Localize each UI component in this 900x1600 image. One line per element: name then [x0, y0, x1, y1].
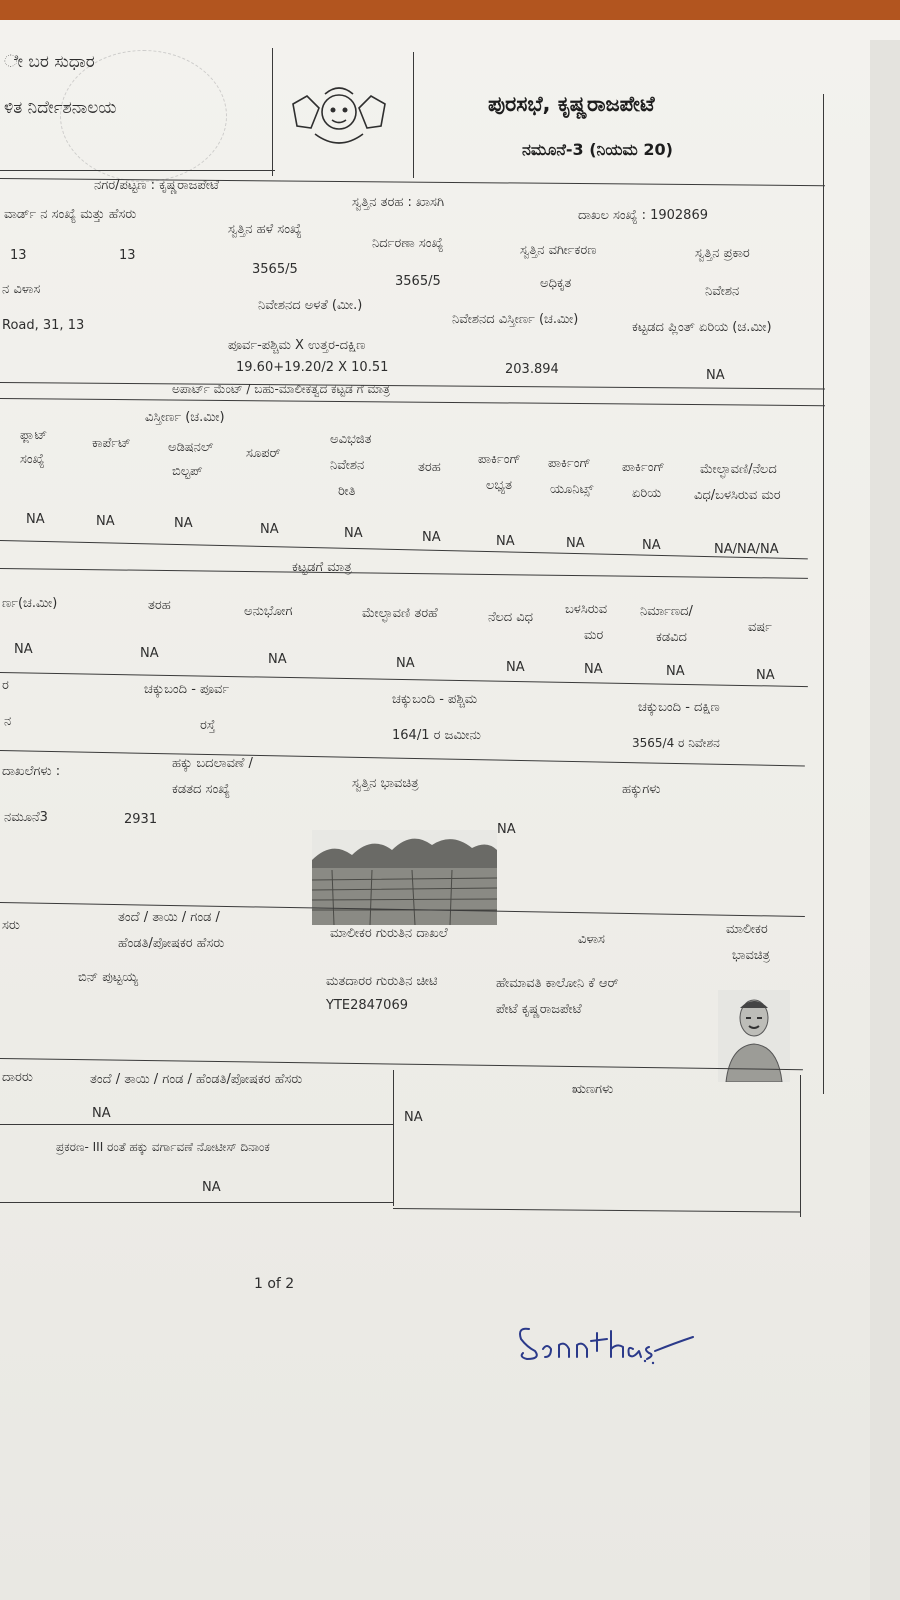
rights-value: NA [497, 822, 516, 837]
document-name: ನಮೂನೆ3 [4, 810, 48, 825]
rule [0, 1202, 393, 1203]
holder-relation-value: NA [92, 1106, 111, 1121]
plinth-area-header: ಕಟ್ಟಡದ ಪ್ಲಿಂತ್ ಏರಿಯ (ಚ.ಮೀ) [632, 320, 772, 335]
header-left-sub: ಳಿತ ನಿರ್ದೇಶನಾಲಯ [4, 98, 117, 118]
apartment-value: NA [26, 512, 45, 527]
owner-id-header: ಮಾಲೀಕರ ಗುರುತಿನ ದಾಖಲೆ [330, 926, 448, 941]
notice-date-value: NA [202, 1180, 221, 1195]
page-title: ಪುರಸಭೆ, ಕೃಷ್ಣರಾಜಪೇಟೆ [488, 92, 655, 116]
property-kind-header: ಸ್ವತ್ತಿನ ಪ್ರಕಾರ [695, 246, 750, 261]
building-value: NA [506, 660, 525, 675]
west-boundary-header: ಚಕ್ಕುಬಂದಿ - ಪಶ್ಚಿಮ [392, 692, 478, 707]
flat-header: ಫ್ಲಾಟ್ [20, 428, 48, 443]
building-type-header: ತರಹ [148, 598, 171, 613]
building-value: NA [666, 664, 685, 679]
rule [0, 170, 275, 171]
additional-header: ಅಡಿಷನಲ್ [168, 440, 214, 455]
dimension-value: 19.60+19.20/2 X 10.51 [236, 360, 389, 375]
transfer-file-header-2: ಕಡತದ ಸಂಖ್ಯೆ [172, 782, 230, 797]
apartment-value: NA [566, 536, 585, 551]
address-value: Road, 31, 13 [2, 318, 85, 333]
holder-relation-header: ತಂದೆ / ತಾಯಿ / ಗಂಡ / ಹೆಂಡತಿ/ಪೋಷಕರ ಹೆಸರು [90, 1072, 303, 1087]
loans-value: NA [404, 1110, 423, 1125]
transfer-file-header: ಹಕ್ಕು ಬದಲಾವಣೆ / [172, 756, 253, 771]
parking-area-header: ಪಾರ್ಕಿಂಗ್ [622, 460, 665, 475]
owner-address-line-1: ಹೇಮಾವತಿ ಕಾಲೋನಿ ಕೆ ಆರ್ [496, 976, 619, 991]
apartment-area-group-header: ವಿಸ್ತೀರ್ಣ (ಚ.ಮೀ) [145, 410, 225, 425]
building-area-header: ರ್ಣ(ಚ.ಮೀ) [2, 596, 58, 611]
apartment-value: NA/NA/NA [714, 542, 779, 557]
parking-units-header: ಪಾರ್ಕಿಂಗ್ [548, 456, 591, 471]
apartment-value: NA [344, 526, 363, 541]
apartment-value: NA [496, 534, 515, 549]
parking-area-header-2: ಏರಿಯ [632, 486, 662, 501]
property-kind-value: ನಿವೇಶನ [705, 284, 740, 299]
dimension-header: ನಿವೇಶನದ ಅಳತೆ (ಮೀ.) [258, 298, 363, 313]
page-edge [870, 40, 900, 1600]
undivided-header-3: ರೀತಿ [338, 484, 356, 499]
builtup-header: ಬಿಲ್ಟಪ್ [172, 464, 203, 479]
rule [393, 1070, 394, 1206]
wood-header-2: ಮರ [584, 628, 604, 643]
owner-id-type: ಮತದಾರರ ಗುರುತಿನ ಚೀಟಿ [326, 974, 438, 989]
owner-address-line-2: ಪೇಟೆ ಕೃಷ್ಣರಾಜಪೇಟೆ [496, 1002, 582, 1017]
old-number-header: ಸ್ವತ್ತಿನ ಹಳೆ ಸಂಖ್ಯೆ [228, 222, 302, 237]
apartment-value: NA [96, 514, 115, 529]
apartment-value: NA [422, 530, 441, 545]
classification-header: ಸ್ವತ್ತಿನ ವರ್ಗೀಕರಣ [520, 243, 597, 258]
holder-header: ದಾರರು [2, 1070, 33, 1085]
state-emblem-icon [285, 82, 393, 154]
north-boundary-value: ನ [4, 714, 12, 729]
property-type-field: ಸ್ವತ್ತಿನ ತರಹ : ಖಾಸಗಿ [352, 195, 445, 210]
west-boundary-value: 164/1 ರ ಜಮೀನು [392, 728, 481, 743]
parking-availability-header: ಪಾರ್ಕಿಂಗ್ [478, 452, 521, 467]
east-boundary-header: ಚಕ್ಕುಬಂದಿ - ಪೂರ್ವ [144, 682, 230, 697]
owner-photo-header: ಮಾಲೀಕರ [726, 922, 768, 937]
parking-units-header-2: ಯೂನಿಟ್ಸ್ [550, 482, 594, 497]
apartment-value: NA [174, 516, 193, 531]
undivided-header: ಅವಿಭಜಿತ [330, 432, 372, 447]
east-boundary-value: ರಸ್ತೆ [200, 718, 216, 733]
year-header: ವರ್ಷ [748, 620, 772, 635]
rule [413, 52, 414, 178]
plinth-area-value: NA [706, 368, 725, 383]
roof-floor-header: ಮೇಲ್ಛಾವಣಿ/ನೆಲದ [700, 462, 777, 477]
signature [515, 1315, 705, 1375]
form-number: ನಮೂನೆ-3 (ನಿಯಮ 20) [522, 140, 673, 159]
ward-number-value: 13 [10, 248, 27, 263]
classification-value: ಅಧಿಕೃತ [540, 276, 572, 291]
rule [272, 48, 273, 176]
roof-type-header: ಮೇಲ್ಛಾವಣಿ ತರಹೆ [362, 606, 438, 621]
rule [0, 1124, 393, 1125]
apartment-value: NA [642, 538, 661, 553]
loans-header: ಋಣಗಳು [572, 1082, 614, 1097]
building-section-title: ಕಟ್ಟಡಗೆ ಮಾತ್ರ [292, 560, 352, 575]
parking-availability-header-2: ಲಭ್ಯತ [486, 478, 512, 493]
owner-address-header: ವಿಳಾಸ [578, 932, 605, 947]
construction-header-2: ಕಡವಿದ [656, 630, 687, 645]
address-header: ನ ವಿಳಾಸ [2, 282, 41, 297]
assessment-number-value: 3565/5 [395, 274, 441, 289]
roof-floor-header-2: ವಿಧ/ಬಳಸಿರುವ ಮರ [694, 488, 781, 503]
page-number: 1 of 2 [254, 1276, 295, 1292]
south-boundary-header: ಚಕ್ಕುಬಂದಿ - ದಕ್ಷಿಣ [638, 700, 720, 715]
owner-name-header: ಸರು [2, 918, 20, 933]
building-value: NA [14, 642, 33, 657]
owner-photo-header-2: ಭಾವಚಿತ್ರ [732, 948, 770, 963]
owner-father-name: ಬಿನ್ ಪುಟ್ಟಯ್ಯ [78, 970, 139, 985]
building-value: NA [140, 646, 159, 661]
floor-type-header: ನೆಲದ ವಿಧ [488, 610, 534, 625]
building-value: NA [584, 662, 603, 677]
property-photo-header: ಸ್ವತ್ತಿನ ಭಾವಚಿತ್ರ [352, 776, 419, 791]
entry-number-field: ದಾಖಲ ಸಂಖ್ಯೆ : 1902869 [578, 208, 708, 223]
wood-header: ಬಳಸಿರುವ [565, 602, 608, 617]
assessment-number-header: ನಿರ್ದರಣಾ ಸಂಖ್ಯೆ [372, 236, 444, 251]
header-left-top: ೇ ಬರ ಸುಧಾರ [4, 52, 95, 72]
flat-header-2: ಸಂಖ್ಯೆ [20, 452, 45, 467]
site-area-header: ನಿವೇಶನದ ವಿಸ್ತೀರ್ಣ (ಚ.ಮೀ) [452, 312, 579, 327]
building-value: NA [756, 668, 775, 683]
building-value: NA [396, 656, 415, 671]
apartment-value: NA [260, 522, 279, 537]
dimension-label: ಪೂರ್ವ-ಪಶ್ಚಿಮ X ಉತ್ತರ-ದಕ್ಷಿಣ [228, 338, 366, 353]
rule [823, 94, 824, 1094]
carpet-header: ಕಾರ್ಪೆಟ್ [92, 436, 131, 451]
usage-header: ಅನುಭೋಗ [244, 604, 293, 619]
apartment-section-title: ಅಪಾರ್ಟ್ ಮೆಂಟ್ / ಬಹು-ಮಾಲೀಕತ್ವದ ಕಟ್ಟಡ ಗೆ ಮಾತ್ರ [172, 382, 390, 396]
ward-header: ವಾರ್ಡ್ ನ ಸಂಖ್ಯೆ ಮತ್ತು ಹೆಸರು [4, 207, 137, 222]
old-number-value: 3565/5 [252, 262, 298, 277]
ward-name-value: 13 [119, 248, 136, 263]
construction-header: ನಿರ್ಮಾಣದ/ [640, 604, 693, 619]
relation-header: ತಂದೆ / ತಾಯಿ / ಗಂಡ / [118, 910, 220, 925]
site-area-value: 203.894 [505, 362, 559, 377]
super-header: ಸೂಪರ್ [246, 446, 281, 461]
rule [800, 1075, 801, 1217]
rights-header: ಹಕ್ಕುಗಳು [622, 782, 661, 797]
town-field: ನಗರ/ಪಟ್ಟಣ : ಕೃಷ್ಣರಾಜಪೇಟೆ [94, 178, 220, 193]
owner-id-number: YTE2847069 [326, 998, 408, 1013]
relation-header-2: ಹೆಂಡತಿ/ಪೋಷಕರ ಹೆಸರು [118, 936, 225, 951]
notice-date-header: ಪ್ರಕರಣ- III ರಂತೆ ಹಕ್ಕು ವರ್ಗಾವಣೆ ನೋಟೀಸ್ ದಿನಾಂಕ [56, 1140, 270, 1154]
documents-header: ದಾಖಲೆಗಳು : [2, 764, 61, 779]
north-boundary-header: ರ [2, 678, 9, 693]
building-value: NA [268, 652, 287, 667]
apartment-type-header: ತರಹ [418, 460, 441, 475]
south-boundary-value: 3565/4 ರ ನಿವೇಶನ [632, 736, 720, 750]
undivided-header-2: ನಿವೇಶನ [330, 458, 365, 473]
file-number: 2931 [124, 812, 158, 827]
